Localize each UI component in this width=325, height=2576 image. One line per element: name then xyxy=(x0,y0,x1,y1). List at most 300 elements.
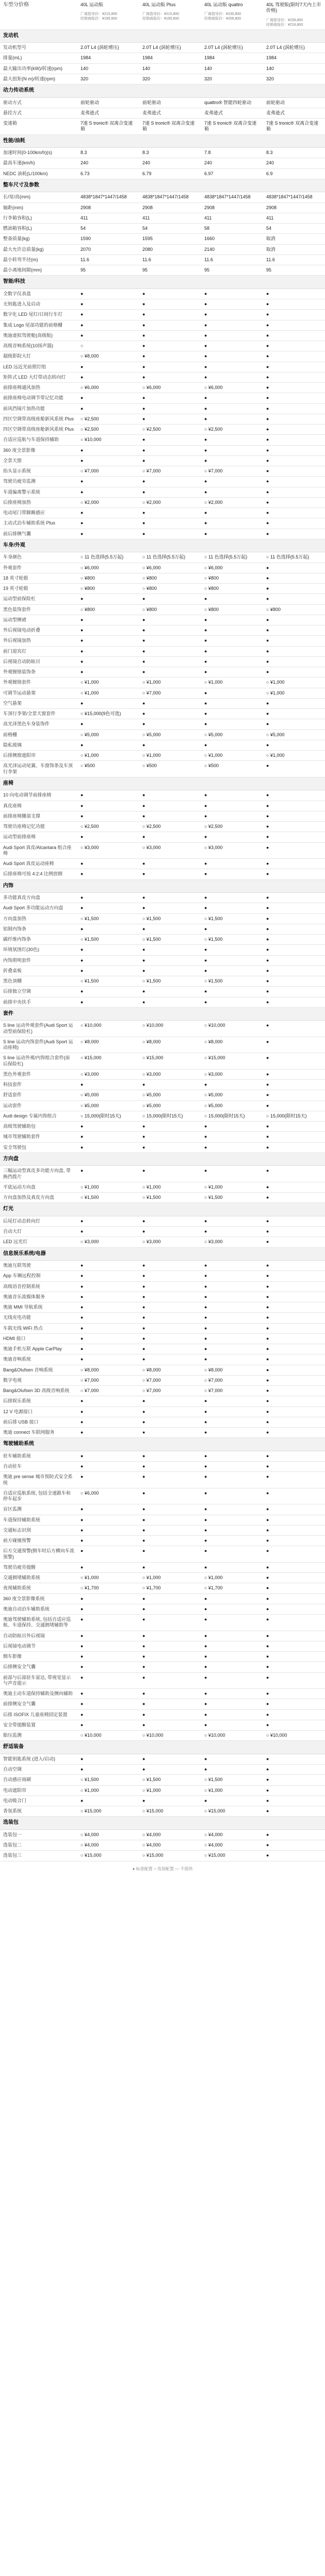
spec-value: quattro® 智能四轮驱动 xyxy=(201,97,263,108)
spec-value: 7速 S tronic® 双离合变速箱 xyxy=(201,118,263,135)
spec-value: ● xyxy=(77,1652,139,1662)
spec-value: 240 xyxy=(77,158,139,168)
spec-label: 前排座椅电动调节带记忆功能 xyxy=(0,393,77,403)
spec-value: ● xyxy=(201,341,263,351)
spec-value: 麦弗逊式 xyxy=(77,108,139,118)
spec-value: ● xyxy=(77,330,139,341)
spec-value: ● xyxy=(201,1354,263,1365)
spec-label: Bang&Olufsen 音响系统 xyxy=(0,1365,77,1375)
spec-value: ● xyxy=(139,1281,201,1292)
spec-value: ● xyxy=(139,351,201,362)
spec-value: ○ ¥4,000 xyxy=(77,1840,139,1851)
spec-value: ○ 11 色选择(5.5万起) xyxy=(263,552,325,563)
spec-value: ○ 15,000(限时15天) xyxy=(139,1111,201,1121)
spec-value: ○ 11 色选择(5.5万起) xyxy=(139,552,201,563)
spec-value: ○ ¥5,000 xyxy=(77,1090,139,1100)
spec-value: ● xyxy=(77,1122,139,1132)
spec-value: ● xyxy=(77,965,139,976)
spec-value: ● xyxy=(263,859,325,869)
model-column-4 xyxy=(263,0,325,29)
spec-value: ● xyxy=(263,383,325,393)
spec-value: ● xyxy=(139,414,201,424)
spec-value: ● xyxy=(263,976,325,987)
spec-value: ● xyxy=(77,362,139,372)
spec-value: ● xyxy=(201,1323,263,1333)
spec-label: 集成 Logo 尾部功能的前格栅 xyxy=(0,320,77,330)
spec-label: 高光泽运动尾翼、车窗饰条及车顶行李架 xyxy=(0,761,77,777)
spec-row xyxy=(0,1652,325,1662)
spec-value: ● xyxy=(139,1641,201,1651)
spec-value: ● xyxy=(139,987,201,997)
spec-value: 95 xyxy=(263,265,325,276)
spec-value: ● xyxy=(201,740,263,750)
spec-value: ● xyxy=(263,330,325,341)
spec-label: 选装包三 xyxy=(0,1851,77,1861)
spec-value: ● xyxy=(139,1166,201,1182)
spec-label: Audi Sport 多功能运动方向盘 xyxy=(0,903,77,913)
spec-value: ● xyxy=(77,1699,139,1709)
spec-label: 车顶行李架/全景天窗套件 xyxy=(0,709,77,719)
spec-value: ○ ¥1,700 xyxy=(139,1583,201,1594)
spec-row xyxy=(0,1281,325,1292)
spec-value: ○ ¥1,000 xyxy=(201,751,263,761)
spec-row xyxy=(0,487,325,497)
spec-value: 2908 xyxy=(139,202,201,213)
spec-value: ● xyxy=(77,1504,139,1515)
spec-value: ● xyxy=(201,924,263,934)
spec-value: ○ ¥800 xyxy=(139,604,201,615)
spec-label: 倒车影像 xyxy=(0,1652,77,1662)
spec-label: 奥迪手机互联 Apple CarPlay xyxy=(0,1344,77,1354)
spec-value: ● xyxy=(77,1323,139,1333)
spec-row xyxy=(0,341,325,351)
spec-row xyxy=(0,1720,325,1730)
spec-value: ● xyxy=(201,393,263,403)
spec-label: 奥迪 connect 车联网服务 xyxy=(0,1428,77,1438)
spec-value: ● xyxy=(77,987,139,997)
spec-row xyxy=(0,987,325,997)
spec-label: 奥迪 MMI 导航系统 xyxy=(0,1302,77,1313)
spec-label: 最大扭矩(N·m)/转速(rpm) xyxy=(0,74,77,84)
spec-value: ● xyxy=(139,997,201,1007)
spec-row xyxy=(0,244,325,255)
spec-value: ○ ¥2,500 xyxy=(77,425,139,435)
spec-value: ● xyxy=(77,801,139,811)
spec-label: 奥迪主动车道保持辅助及侧向辅助 xyxy=(0,1689,77,1699)
spec-value: ● xyxy=(139,656,201,667)
spec-value: 54 xyxy=(263,224,325,234)
spec-row xyxy=(0,594,325,604)
spec-value: ● xyxy=(263,842,325,859)
spec-row xyxy=(0,1699,325,1709)
spec-row xyxy=(0,1271,325,1281)
spec-value: ● xyxy=(263,955,325,965)
spec-row xyxy=(0,935,325,945)
spec-label: 黑色外观套件 xyxy=(0,1069,77,1079)
spec-value: ● xyxy=(263,1462,325,1472)
spec-label: 环境氛围灯(30色) xyxy=(0,945,77,955)
spec-label: 折叠桌板 xyxy=(0,965,77,976)
spec-row xyxy=(0,1080,325,1090)
spec-row xyxy=(0,1515,325,1525)
spec-value: ● xyxy=(201,965,263,976)
spec-value: ● xyxy=(263,1785,325,1795)
spec-row xyxy=(0,1731,325,1741)
spec-value: ○ 15,000(限时15天) xyxy=(201,1111,263,1121)
spec-value: ○ ¥2,500 xyxy=(77,822,139,832)
spec-label: 高级语音控制系统 xyxy=(0,1281,77,1292)
spec-value: ○ ¥1,500 xyxy=(201,913,263,924)
spec-label: S line 运动外观/内饰组合套件(前后保险杠) xyxy=(0,1053,77,1070)
spec-value: ● xyxy=(263,997,325,1007)
spec-row xyxy=(0,1525,325,1535)
spec-value: ● xyxy=(263,1583,325,1594)
spec-label: 电动尾门带脚踢感应 xyxy=(0,508,77,518)
spec-value: ● xyxy=(201,1396,263,1406)
spec-value: ● xyxy=(201,625,263,636)
spec-value: ● xyxy=(139,719,201,730)
section-header xyxy=(0,1817,325,1830)
spec-value: ● xyxy=(263,1292,325,1302)
spec-value: ○ ¥7,000 xyxy=(139,1386,201,1396)
spec-label: 四区空调带高级座舱新风系统 Plus xyxy=(0,425,77,435)
spec-value: ○ ¥4,000 xyxy=(139,1829,201,1840)
section-header xyxy=(0,1741,325,1754)
spec-value: ○ ¥800 xyxy=(77,584,139,594)
spec-label: Audi Sport 真皮运动座椅 xyxy=(0,859,77,869)
spec-value: ● xyxy=(263,1021,325,1037)
spec-value: ● xyxy=(263,1720,325,1730)
spec-value: ● xyxy=(263,414,325,424)
spec-row xyxy=(0,74,325,84)
spec-value: 1984 xyxy=(263,53,325,63)
spec-label: 隐私玻璃 xyxy=(0,740,77,750)
spec-value: 6.9 xyxy=(263,168,325,179)
spec-value: ● xyxy=(263,1281,325,1292)
spec-row xyxy=(0,53,325,63)
spec-row xyxy=(0,677,325,688)
spec-value: ● xyxy=(139,1631,201,1641)
spec-value: ○ ¥6,000 xyxy=(139,383,201,393)
spec-value: 4838*1847*1447/1458 xyxy=(77,192,139,202)
spec-label: 真皮座椅 xyxy=(0,801,77,811)
spec-value: ● xyxy=(139,1261,201,1271)
spec-label: LED 远光灯 xyxy=(0,1237,77,1247)
model-column-1 xyxy=(77,0,139,29)
section-header xyxy=(0,134,325,148)
spec-label: Audi Sport 真皮/Alcantara 组合座椅 xyxy=(0,842,77,859)
section-title: 舒适装备 xyxy=(0,1741,325,1754)
spec-value: ● xyxy=(77,1142,139,1153)
spec-value: ● xyxy=(201,1652,263,1662)
spec-label: 后方交通预警(倒车时后方横向车流预警) xyxy=(0,1546,77,1563)
spec-value: ● xyxy=(201,435,263,445)
spec-value: ● xyxy=(263,790,325,801)
spec-value: ○ 11 色选择(5.5万起) xyxy=(201,552,263,563)
spec-row xyxy=(0,625,325,636)
spec-value: ○ ¥7,000 xyxy=(139,688,201,698)
spec-label: 奥迪虚拟驾驶舱(高级版) xyxy=(0,330,77,341)
spec-value: ○ ¥3,000 xyxy=(77,842,139,859)
spec-value: ○ ¥7,000 xyxy=(201,1375,263,1385)
spec-value: ● xyxy=(263,1053,325,1070)
spec-value: ● xyxy=(263,667,325,677)
spec-value: ● xyxy=(139,1689,201,1699)
spec-value: ○ ¥3,000 xyxy=(139,1237,201,1247)
spec-label: 自动空调 xyxy=(0,1765,77,1775)
spec-value: 7速 S tronic® 双离合变速箱 xyxy=(139,118,201,135)
spec-value: ● xyxy=(201,1472,263,1488)
spec-value: ● xyxy=(77,1417,139,1427)
spec-label: 10 向电动调节前排座椅 xyxy=(0,790,77,801)
spec-row xyxy=(0,801,325,811)
spec-label: 四区空调带高级座舱新风系统 Plus xyxy=(0,414,77,424)
spec-label: App 车辆远程控制 xyxy=(0,1271,77,1281)
spec-value: ● xyxy=(263,893,325,903)
spec-label: 后排娱乐系统 xyxy=(0,1396,77,1406)
spec-value: ○ ¥15,000(9色可选) xyxy=(77,709,139,719)
spec-row xyxy=(0,584,325,594)
spec-value: ○ ¥5,000 xyxy=(201,1100,263,1111)
spec-row xyxy=(0,1775,325,1785)
spec-row xyxy=(0,497,325,507)
spec-value: ● xyxy=(263,1166,325,1182)
spec-value: ● xyxy=(263,1775,325,1785)
spec-value: ● xyxy=(77,1354,139,1365)
spec-value: ● xyxy=(263,965,325,976)
spec-value: ○ ¥1,000 xyxy=(139,1785,201,1795)
spec-value: ● xyxy=(201,477,263,487)
spec-label: 碳纤维内饰条 xyxy=(0,935,77,945)
spec-row xyxy=(0,1795,325,1806)
model-guide-price: 厂商指导价：¥215,800 xyxy=(142,12,180,16)
spec-value: ● xyxy=(263,1840,325,1851)
spec-label: 盲区监测 xyxy=(0,1504,77,1515)
spec-value: ● xyxy=(201,1344,263,1354)
model-guide-price: 厂商指导价：¥215,800 xyxy=(80,12,118,16)
spec-value: ● xyxy=(201,832,263,842)
spec-value: ● xyxy=(263,1182,325,1192)
spec-value: ● xyxy=(201,945,263,955)
spec-row xyxy=(0,1111,325,1121)
spec-value: ○ ¥800 xyxy=(77,573,139,583)
spec-label: 外观镀铬套件 xyxy=(0,677,77,688)
spec-value: ● xyxy=(263,1795,325,1806)
spec-row xyxy=(0,945,325,955)
spec-value: ● xyxy=(139,903,201,913)
spec-value: 411 xyxy=(77,213,139,223)
spec-row xyxy=(0,1182,325,1192)
spec-value: ○ ¥6,000 xyxy=(139,563,201,573)
spec-value: ○ ¥7,000 xyxy=(201,1386,263,1396)
spec-value: ○ ¥10,000 xyxy=(139,1021,201,1037)
spec-value: 411 xyxy=(139,213,201,223)
spec-value: ● xyxy=(139,955,201,965)
spec-value: ● xyxy=(263,1631,325,1641)
spec-value: ● xyxy=(139,1709,201,1720)
spec-value: 取消 xyxy=(263,244,325,255)
spec-value: ● xyxy=(201,719,263,730)
section-title: 选装包 xyxy=(0,1817,325,1830)
spec-value: ● xyxy=(77,1281,139,1292)
spec-value: ○ ¥15,000 xyxy=(139,1851,201,1861)
spec-value: ● xyxy=(201,1504,263,1515)
spec-label: 空气悬架 xyxy=(0,698,77,708)
spec-value: ● xyxy=(201,1699,263,1709)
spec-value: ● xyxy=(263,945,325,955)
section-title: 发动机 xyxy=(0,29,325,43)
spec-value: ● xyxy=(201,1515,263,1525)
spec-value: 320 xyxy=(201,74,263,84)
spec-row xyxy=(0,1365,325,1375)
spec-value: ● xyxy=(139,1302,201,1313)
spec-row xyxy=(0,913,325,924)
spec-label: 后视镜自动防眩目 xyxy=(0,656,77,667)
spec-value: ● xyxy=(201,1417,263,1427)
spec-value: 411 xyxy=(263,213,325,223)
spec-row xyxy=(0,573,325,583)
spec-value: ● xyxy=(77,487,139,497)
spec-value: ● xyxy=(139,1662,201,1672)
spec-value: ○ ¥7,000 xyxy=(201,466,263,477)
spec-value: ○ ¥2,500 xyxy=(201,425,263,435)
spec-value: ● xyxy=(263,529,325,539)
spec-value: ● xyxy=(139,1699,201,1709)
spec-value: ● xyxy=(263,594,325,604)
spec-value: 95 xyxy=(139,265,201,276)
spec-value: ● xyxy=(201,1333,263,1344)
spec-value: ● xyxy=(139,1594,201,1604)
spec-label: 矩阵式 LED 大灯带动态转向灯 xyxy=(0,372,77,382)
spec-value: ● xyxy=(77,1594,139,1604)
spec-value: ● xyxy=(263,563,325,573)
spec-value: ○ ¥1,700 xyxy=(77,1583,139,1594)
spec-value: ● xyxy=(77,299,139,310)
spec-value: ○ ¥10,000 xyxy=(77,435,139,445)
spec-label: 运动套件 xyxy=(0,1100,77,1111)
spec-value: ● xyxy=(201,529,263,539)
spec-label: 方向盘加热 xyxy=(0,913,77,924)
spec-row xyxy=(0,1806,325,1817)
spec-row xyxy=(0,1375,325,1385)
spec-value: 320 xyxy=(139,74,201,84)
spec-row xyxy=(0,667,325,677)
spec-label: 车道保持辅助系统 xyxy=(0,1515,77,1525)
spec-value: 4838*1847*1447/1458 xyxy=(201,192,263,202)
spec-label: 最小转弯半径(m) xyxy=(0,255,77,265)
spec-value: ○ ¥8,000 xyxy=(139,1037,201,1053)
spec-label: 平底运动方向盘 xyxy=(0,1182,77,1192)
spec-label: 安全带提醒装置 xyxy=(0,1720,77,1730)
spec-value: ● xyxy=(201,1406,263,1417)
spec-label: 驱动方式 xyxy=(0,97,77,108)
spec-value: ● xyxy=(263,1302,325,1313)
spec-value: ● xyxy=(77,667,139,677)
spec-value: ● xyxy=(201,615,263,625)
spec-label: 科技套件 xyxy=(0,1080,77,1090)
spec-value: ○ 15,000(限时15天) xyxy=(263,1111,325,1121)
spec-row xyxy=(0,1037,325,1053)
spec-row xyxy=(0,255,325,265)
spec-label: 数字电视 xyxy=(0,1375,77,1385)
spec-row xyxy=(0,688,325,698)
spec-value: ● xyxy=(77,955,139,965)
spec-value: ● xyxy=(77,1720,139,1730)
spec-row xyxy=(0,1090,325,1100)
spec-value: ○ ¥10,000 xyxy=(263,1731,325,1741)
spec-value: ● xyxy=(139,1216,201,1226)
spec-value: 前轮驱动 xyxy=(77,97,139,108)
spec-row xyxy=(0,1615,325,1631)
spec-value: 取消 xyxy=(263,234,325,244)
spec-value: ○ ¥5,000 xyxy=(201,1090,263,1100)
spec-row xyxy=(0,1840,325,1851)
spec-value: ● xyxy=(77,1709,139,1720)
spec-label: 后尾灯动态转向灯 xyxy=(0,1216,77,1226)
spec-value: ○ ¥1,000 xyxy=(77,677,139,688)
spec-label: 黑色顶棚 xyxy=(0,976,77,987)
spec-row xyxy=(0,148,325,158)
spec-value: ● xyxy=(263,625,325,636)
spec-value: ● xyxy=(139,1525,201,1535)
spec-value: ● xyxy=(201,667,263,677)
spec-value: ○ ¥3,000 xyxy=(201,1069,263,1079)
spec-label: 整备质量(kg) xyxy=(0,234,77,244)
spec-value: ● xyxy=(139,1546,201,1563)
spec-row xyxy=(0,202,325,213)
spec-value: ○ ¥800 xyxy=(77,604,139,615)
spec-value: 8.3 xyxy=(139,148,201,158)
spec-value: ● xyxy=(77,1765,139,1775)
spec-value: ● xyxy=(201,1313,263,1323)
spec-value: ● xyxy=(201,1281,263,1292)
spec-value: ○ ¥1,000 xyxy=(263,688,325,698)
spec-value: ● xyxy=(139,477,201,487)
spec-row xyxy=(0,168,325,179)
spec-value: ● xyxy=(201,903,263,913)
spec-value: ● xyxy=(263,425,325,435)
spec-value: ● xyxy=(263,801,325,811)
spec-value: ○ ¥1,000 xyxy=(77,1182,139,1192)
spec-value: ● xyxy=(263,1365,325,1375)
spec-value: ● xyxy=(139,1417,201,1427)
spec-value: ● xyxy=(263,351,325,362)
spec-value: ● xyxy=(263,393,325,403)
spec-row xyxy=(0,604,325,615)
spec-value: ● xyxy=(201,955,263,965)
spec-value: ● xyxy=(77,636,139,646)
model-name: 40L 运动版 Plus xyxy=(142,2,176,7)
spec-value: ● xyxy=(139,698,201,708)
spec-value: ● xyxy=(263,913,325,924)
spec-value: ● xyxy=(201,1754,263,1764)
spec-value: 7速 S tronic® 双离合变速箱 xyxy=(263,118,325,135)
spec-value: ● xyxy=(77,859,139,869)
section-title: 性能/油耗 xyxy=(0,134,325,148)
spec-label: 自适应巡航系统, 包括全速跟车和停车起步 xyxy=(0,1488,77,1504)
spec-row xyxy=(0,1100,325,1111)
spec-value: 8.3 xyxy=(77,148,139,158)
spec-value: ● xyxy=(139,1488,201,1504)
spec-value: ○ ¥1,500 xyxy=(201,935,263,945)
spec-value: ● xyxy=(263,1037,325,1053)
spec-value: ● xyxy=(77,529,139,539)
spec-row xyxy=(0,383,325,393)
spec-row xyxy=(0,822,325,832)
spec-value: ○ ¥500 xyxy=(201,761,263,777)
spec-row xyxy=(0,719,325,730)
spec-value: ○ ¥800 xyxy=(201,584,263,594)
